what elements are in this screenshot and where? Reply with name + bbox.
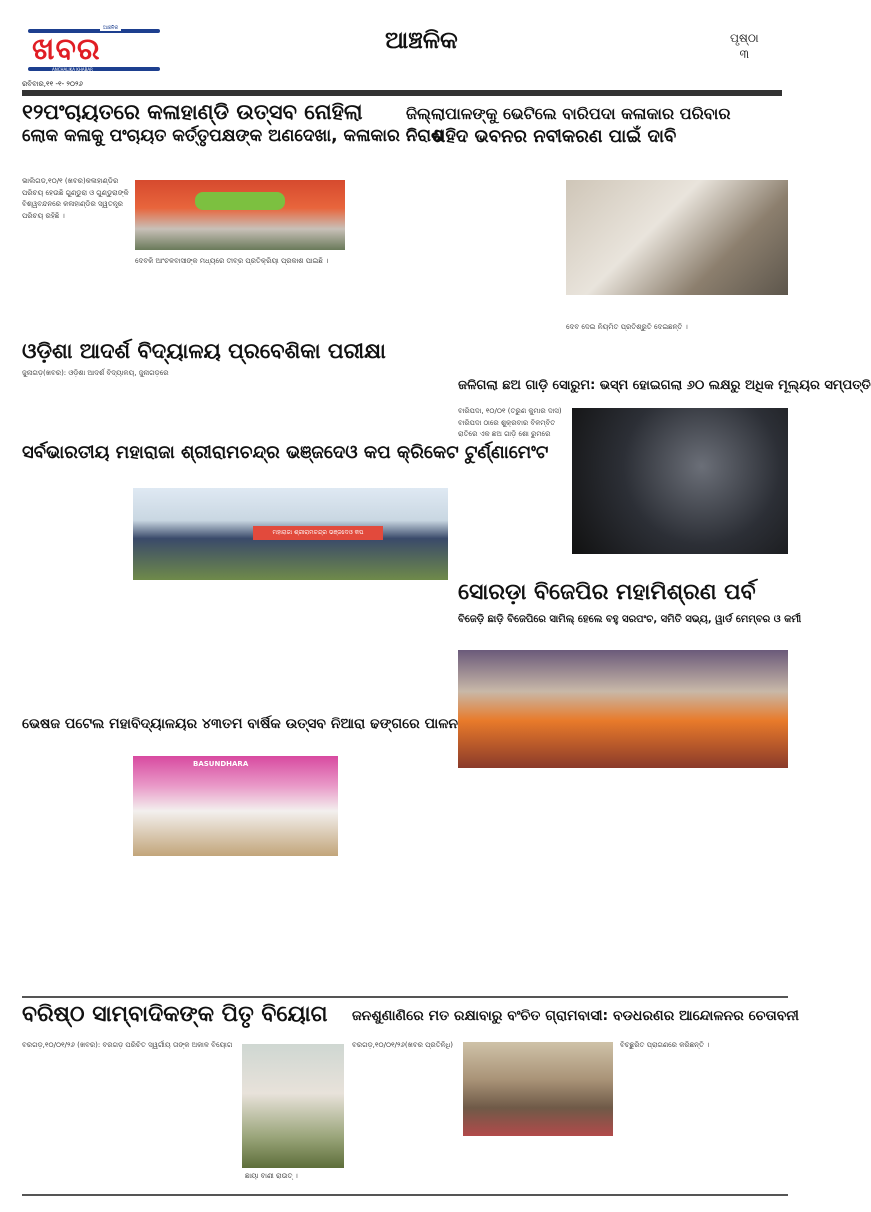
photo-voting-villagers <box>463 1042 613 1136</box>
photo-obituary <box>242 1044 344 1168</box>
subhead-baripada: ଶହିଦ ଭବନର ନବୀକରଣ ପାଇଁ ଦାବି <box>432 126 677 147</box>
article-obituary-body <box>22 1040 237 1200</box>
section-title: ଆଞ୍ଚଳିକ <box>385 26 458 54</box>
article-kalahandi-body <box>22 176 132 306</box>
headline-fire: ଜଳିଗଲା ଛଅ ଗାଡ଼ି ସୋରୁମ: ଭସ୍ମ ହୋଇଗଲା ୬୦ ଲକ୍ଷରୁ ଅଧିକ ମୂଲ୍ୟର ସମ୍ପତ୍ତି <box>458 378 871 393</box>
headline-baripada: ଜିଲ୍ଲାପାଳଙ୍କୁ ଭେଟିଲେ ବାରିପଦା କଳାକାର ପରିବାର <box>406 104 731 123</box>
body-text: ବରଗଡ଼,୧୦/୦୧/୨୬(ଖବର ପ୍ରତିନିଧି) <box>352 1041 453 1049</box>
article-college-body-2 <box>133 862 448 992</box>
logo-bottom-bar <box>28 67 160 71</box>
masthead-logo <box>22 25 166 75</box>
logo-tag: ଆଞ୍ଚଳିକ <box>100 25 121 31</box>
logo-text: ଖବର <box>32 32 101 67</box>
page-indicator <box>730 30 759 62</box>
body-text: ବରଗଡ଼,୧୦/୦୧/୨୬ (ଖବର): ବରଗଡ଼ ପରିଚିତ ସ୍ୱର୍ଗୀୟ ତାଙ୍କ ଅକାଳ ବିୟୋଗ <box>22 1041 233 1049</box>
article-odisha-adarsha-body <box>22 368 422 428</box>
article-voting-body-2 <box>463 1140 613 1200</box>
page-label: ପୃଷ୍ଠା <box>730 31 759 45</box>
subhead-soro-bjp: ବିଜେଡ଼ି ଛାଡ଼ି ବିଜେପିରେ ସାମିଲ୍ ହେଲେ ବହୁ ସରପଂଚ, ସମିତି ସଭ୍ୟ, ୱାର୍ଡ ମେମ୍ବର ଓ କର୍ମୀ <box>458 614 802 625</box>
article-soro-bjp-body <box>458 776 788 994</box>
page-number: ୩ <box>739 47 749 61</box>
photo-college-event <box>133 756 338 856</box>
article-voting-body <box>352 1040 460 1200</box>
article-baripada-body <box>430 176 560 366</box>
body-text: ଜୁନାଗଡ଼(ଖବର): ଓଡ଼ିଶା ଆଦର୍ଶ ବିଦ୍ୟାଳୟ, ଜୁନାଗଡ଼ରେ <box>22 369 169 377</box>
cricket-banner: ମହାରାଜା ଶ୍ରୀରାମଚନ୍ଦ୍ର ଭଞ୍ଜଦେଓ କପ <box>253 526 383 540</box>
article-cricket-body <box>22 472 132 702</box>
headline-odisha-adarsha: ଓଡ଼ିଶା ଆଦର୍ଶ ବିଦ୍ୟାଳୟ ପ୍ରବେଶିକା ପରୀକ୍ଷା <box>22 339 386 363</box>
body-text: ଦେବ ଦେଇ ନିୟମିତ ପ୍ରତିଶ୍ରୁତି ଦେଇଛନ୍ତି । <box>566 323 688 331</box>
headline-voting: ଜନଶୁଣାଣିରେ ମତ ରକ୍ଷାବାରୁ ବଂଚିତ ଗ୍ରାମବାସୀ: ବଡଧରଣର ଆନ୍ଦୋଳନର ଚେତାବନୀ <box>352 1008 799 1024</box>
logo-sub: ANCHALIKA KHABAR <box>52 67 93 72</box>
photo-caption-obituary: ଛାୟା ବାଣୀ ରାଉତ୍ । <box>245 1172 298 1180</box>
banner-graphic <box>195 192 285 210</box>
article-cricket-body-2 <box>135 585 445 695</box>
footer-rule <box>22 1194 788 1196</box>
body-text: ବିଚ୍ଛୁରିତ ପ୍ରାଗଣରେ କରିଛନ୍ତି । <box>620 1041 710 1049</box>
article-fire-body <box>458 406 568 576</box>
article-baripada-body-2 <box>566 322 788 362</box>
headline-cricket: ସର୍ବଭାରତୀୟ ମହାରାଜା ଶ୍ରୀରାମଚନ୍ଦ୍ର ଭଞ୍ଜଦେଓ କପ କ୍ରିକେଟ ଟୁର୍ଣ୍ଣାମେଂଟ <box>22 442 549 463</box>
issue-date: ରବିବାର,୧୧ -୧- ୨୦୨୬ <box>22 80 83 88</box>
masthead-rule <box>22 90 782 96</box>
article-kalahandi-body-2 <box>135 256 430 306</box>
headline-soro-bjp: ସୋରଡ଼ା ବିଜେପିର ମହାମିଶ୍ରଣ ପର୍ବ <box>458 580 756 605</box>
college-banner-text: BASUNDHARA <box>193 760 249 768</box>
subhead-kalahandi: ଲୋକ କଳାକୁ ପଂଚାୟତ କର୍ତ୍ତୃପକ୍ଷଙ୍କ ଅଣଦେଖା, କଳାକାର ନିରାଶ <box>22 126 444 146</box>
article-college-body <box>22 748 132 988</box>
photo-baripada-meeting <box>566 180 788 295</box>
headline-obituary: ବରିଷ୍ଠ ସାମ୍ବାଦିକଙ୍କ ପିତୃ ବିୟୋଗ <box>22 1002 328 1027</box>
body-text: ଦେବକି ଆଂଚଳବାସୀଙ୍କ ମଧ୍ୟରେ ତୀବ୍ର ପ୍ରତିକ୍ରିୟା ପ୍ରକାଶ ପାଇଛି । <box>135 257 329 265</box>
photo-fire-showroom <box>572 408 788 554</box>
section-divider <box>22 996 788 998</box>
headline-college: ଭେଷଜ ପଟେଲ ମହାବିଦ୍ୟାଳୟର ୪୩ତମ ବାର୍ଷିକ ଉତ୍ସବ ନିଆରା ଢଙ୍ଗରେ ପାଳନ <box>22 716 458 732</box>
photo-soro-bjp <box>458 650 788 768</box>
article-voting-body-3 <box>620 1040 788 1200</box>
body-text: ବାରିପଦା, ୧୦/୦୧ (ତରୁଣ କୁମାର ଦାସ) ବାରିପଦା ଠାରେ ଶୁକ୍ରବାର ବିଳମ୍ବିତ ରାତିରେ ଏକ ଛଅ ଗାଡ଼ି ଶୋ ରୁମରେ <box>458 407 562 438</box>
photo-kalahandi-utsav <box>135 180 345 250</box>
body-text: ଭାଲିଗଡ,୧୦/୧ (ଖବର)କଳାହାଣ୍ଡିର ପରିଚୟ ହେଉଛି ଗୁଣ୍ଡୁରା ଓ ଗୁଣ୍ଡୁରାଙ୍କି ବିଶ୍ୱବନ୍ଦନରେ କଳାହାଣ୍ଡିର ସ୍ୱତନ୍ତ୍ର ପରିଚୟ ରହିଛି । <box>22 177 129 220</box>
photo-cricket-team <box>133 488 448 580</box>
headline-kalahandi: ୧୨ପଂଚାୟତରେ କଳାହାଣ୍ଡି ଉତ୍ସବ ନୋହିଲା <box>22 100 363 124</box>
